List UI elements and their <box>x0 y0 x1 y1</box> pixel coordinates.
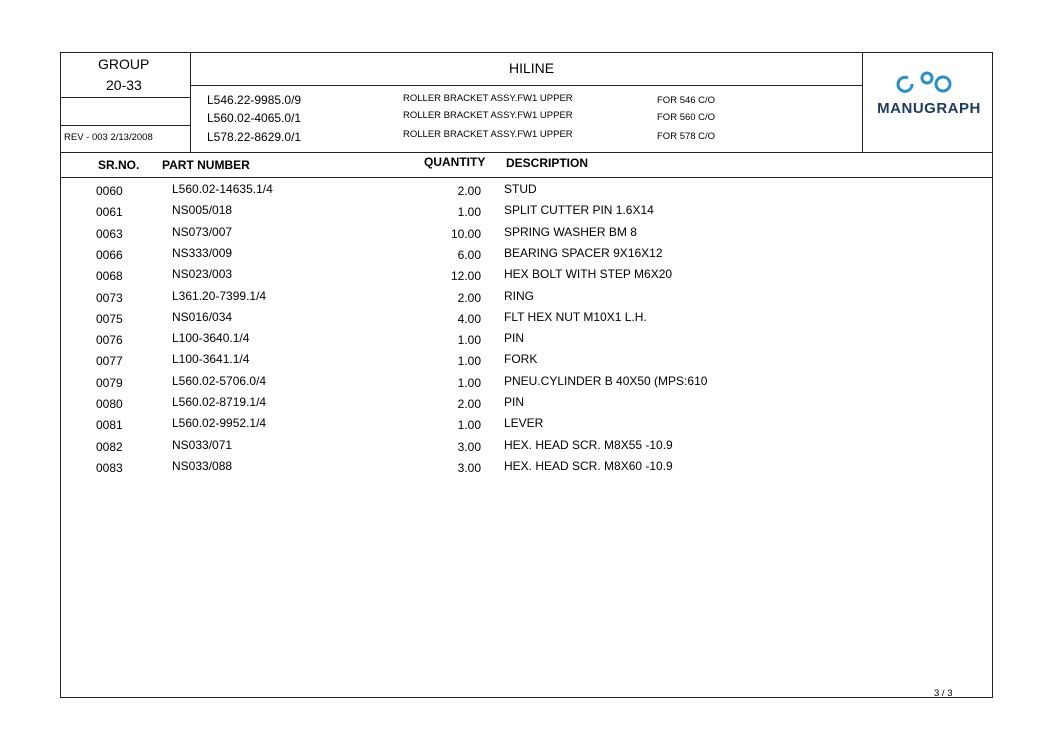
row-description: SPRING WASHER BM 8 <box>504 224 637 239</box>
row-sr-no: 0079 <box>96 375 123 390</box>
row-description: PIN <box>504 395 525 409</box>
row-description: STUD <box>504 182 537 196</box>
logo-rings-icon <box>870 70 988 100</box>
header-divider-left <box>190 52 191 153</box>
row-sr-no: 0082 <box>96 439 123 454</box>
row-quantity: 1.00 <box>457 354 481 369</box>
row-part-number: NS333/009 <box>172 245 233 260</box>
row-sr-no: 0083 <box>96 460 123 475</box>
row-description: SPLIT CUTTER PIN 1.6X14 <box>504 203 654 218</box>
row-description: HEX BOLT WITH STEP M6X20 <box>504 267 673 282</box>
row-part-number: NS073/007 <box>172 224 233 239</box>
group-code: 20-33 <box>106 77 142 93</box>
row-sr-no: 0061 <box>96 205 123 220</box>
row-quantity: 1.00 <box>457 205 481 220</box>
row-quantity: 10.00 <box>450 226 481 241</box>
header-bottom-rule <box>60 152 993 153</box>
row-quantity: 1.00 <box>457 375 481 390</box>
row-quantity: 3.00 <box>457 439 481 454</box>
row-sr-no: 0075 <box>96 311 123 326</box>
logo-wordmark: MANUGRAPH <box>877 100 981 117</box>
row-description: FORK <box>504 352 538 367</box>
row-quantity: 12.00 <box>450 269 481 284</box>
model-description: ROLLER BRACKET ASSY.FW1 UPPER <box>403 110 573 121</box>
row-sr-no: 0077 <box>96 354 123 369</box>
model-for: FOR 578 C/O <box>657 131 716 142</box>
revision-info: REV - 003 2/13/2008 <box>64 132 153 143</box>
row-quantity: 1.00 <box>457 333 481 348</box>
row-part-number: L361.20-7399.1/4 <box>172 288 267 303</box>
row-part-number: L100-3641.1/4 <box>172 352 250 367</box>
row-part-number: NS005/018 <box>172 203 233 218</box>
row-description: BEARING SPACER 9X16X12 <box>504 245 663 260</box>
row-sr-no: 0076 <box>96 333 123 348</box>
row-description: PNEU.CYLINDER B 40X50 (MPS:610 <box>504 373 708 388</box>
header-divider-right <box>862 52 863 153</box>
row-sr-no: 0063 <box>96 226 123 241</box>
header-rule-hiline <box>190 85 862 86</box>
model-part-number: L578.22-8629.0/1 <box>207 130 302 144</box>
row-quantity: 2.00 <box>457 184 481 198</box>
row-quantity: 3.00 <box>457 460 481 475</box>
row-part-number: L560.02-9952.1/4 <box>172 416 267 431</box>
column-header-quantity: QUANTITY <box>424 155 486 169</box>
column-header-description: DESCRIPTION <box>506 156 589 170</box>
machine-title: HILINE <box>509 60 555 76</box>
row-description: LEVER <box>504 416 544 431</box>
row-part-number: NS033/071 <box>172 437 233 452</box>
row-quantity: 6.00 <box>457 247 481 262</box>
row-quantity: 1.00 <box>457 418 481 433</box>
row-quantity: 2.00 <box>457 397 481 411</box>
row-description: HEX. HEAD SCR. M8X55 -10.9 <box>504 437 673 452</box>
row-description: FLT HEX NUT M10X1 L.H. <box>504 309 647 324</box>
row-part-number: L560.02-5706.0/4 <box>172 373 267 388</box>
model-for: FOR 546 C/O <box>657 95 716 106</box>
row-part-number: L560.02-14635.1/4 <box>172 182 273 196</box>
header-rule-group <box>60 97 190 98</box>
row-sr-no: 0068 <box>96 269 123 284</box>
row-part-number: NS016/034 <box>172 309 233 324</box>
manugraph-logo <box>870 70 988 122</box>
row-sr-no: 0060 <box>96 184 123 198</box>
header-rule-rev <box>60 125 190 126</box>
row-part-number: L100-3640.1/4 <box>172 331 250 346</box>
row-part-number: NS023/003 <box>172 267 233 282</box>
row-description: PIN <box>504 331 525 346</box>
group-label: GROUP <box>98 56 150 72</box>
model-description: ROLLER BRACKET ASSY.FW1 UPPER <box>403 93 573 104</box>
row-quantity: 2.00 <box>457 290 481 305</box>
column-header-sr: SR.NO. <box>98 158 140 172</box>
model-part-number: L560.02-4065.0/1 <box>207 111 302 125</box>
model-for: FOR 560 C/O <box>657 112 716 123</box>
row-sr-no: 0073 <box>96 290 123 305</box>
row-sr-no: 0066 <box>96 247 123 262</box>
row-quantity: 4.00 <box>457 311 481 326</box>
column-header-rule <box>60 177 993 178</box>
page-number: 3 / 3 <box>934 688 953 699</box>
column-header-part: PART NUMBER <box>162 158 250 172</box>
row-sr-no: 0081 <box>96 418 123 433</box>
row-description: RING <box>504 288 534 303</box>
model-description: ROLLER BRACKET ASSY.FW1 UPPER <box>403 129 573 140</box>
model-part-number: L546.22-9985.0/9 <box>207 93 302 107</box>
row-sr-no: 0080 <box>96 397 123 411</box>
row-part-number: NS033/088 <box>172 458 233 473</box>
row-description: HEX. HEAD SCR. M8X60 -10.9 <box>504 458 673 473</box>
row-part-number: L560.02-8719.1/4 <box>172 395 267 409</box>
